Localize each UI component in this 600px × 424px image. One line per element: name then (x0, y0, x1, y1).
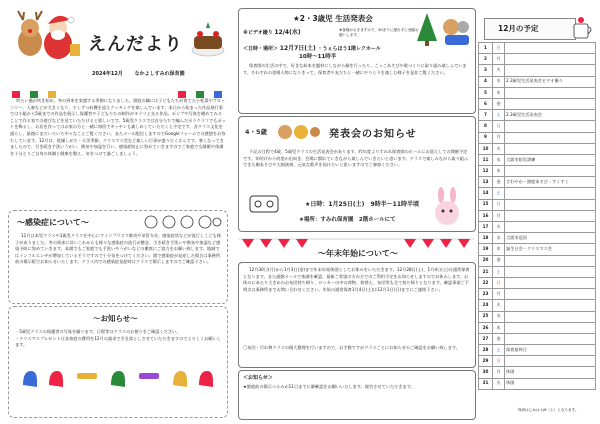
newyear-note: 〇布団・汚れ物クラスの個人整理を行いますので、お手数ですがクラスごとにお知らせのご確認をお願い致します。 (243, 345, 460, 350)
calendar-row (479, 356, 596, 367)
rehearsal-date: 12/4(水) (274, 29, 301, 36)
calendar-weekday: 日 (493, 356, 505, 367)
calendar-weekday: 水 (493, 76, 505, 87)
calendar-weekday: 水 (493, 154, 505, 165)
intro-text: 吹たい風が吹き始め、冬の到来を実感する季節になりました。園庭の隅には子どもたちが育てた小松菜やブロッコリー、人参などが大きくなり、少しずつ収穫を迎えクッキングを楽しんでいます。本日から始まった作品展行事では小組から5歳までの作品を展示し保護者や子どもたちの制作がキラリと光る作品。ポンプや写真を眺めてみることで作る家での遊びなどを見ていただけると嬉しいです。5歳児クラスでは自分たちで編んだポラクラフでもポットを飾るし、お店を作ってはお家の方と一緒に毎回でキッチンも楽しめしていただくと予定です。各クラス文化を通らし、最後にまだいろいろ中々なことご覧ください。またメール配信しますのでGoogleフォームでの感想をお待ちしています。12月は、乾燥しがち・火災季節、クリスマス会など楽しい行事が盛りだくさんです。寒くなってきましたので、引き続き手洗いうがい、換気や加湿を行い、感染症防止に努めていきますのでご家庭でも睡眠や体調を十分とりご自身の体調と健康を整え、気をつけて過ごしましょう。 (10, 98, 226, 156)
calendar-date: 29 (479, 356, 493, 367)
animal-icons (275, 121, 321, 141)
calendar-date: 4 (479, 76, 493, 87)
calendar-weekday: 水 (493, 233, 505, 244)
presentation-23-time: 10時〜11時半 (299, 54, 337, 60)
germ-icons (143, 213, 223, 231)
christmas-cake-illustration (188, 20, 228, 60)
calendar-weekday: 木 (493, 244, 505, 255)
calendar-weekday: 金 (493, 333, 505, 344)
calendar-date: 10 (479, 143, 493, 154)
calendar-weekday: 金 (493, 177, 505, 188)
newyear-text: 12月30日(月)から1月3日(金)まで年末年始休園としてお休みをいただきます。12月28日(土)、1月4日(土)は通常保育となります。また通勤メールで体調を確認、最新ご希望の方の方でのご利用予定をお知らせしますのでお休みします。お休みにあたり大きめのお布団持ち帰り、ロッカーの中の荷物、着替え、布団等も全て持ち帰りとなります。確認事項ご不明点は事務所までお問い合わせください。年始の通常保育1月4日(土)は12月1日(日)までにご連絡下さい。 (243, 267, 470, 292)
calendar-weekday: 土 (493, 110, 505, 121)
calendar-event: 休園 (505, 378, 596, 389)
time-45: 9時半〜11時半頃 (370, 201, 420, 208)
calendar-event (505, 289, 596, 300)
calendar-weekday: 月 (493, 367, 505, 378)
calendar-column (478, 4, 596, 420)
calendar-event (505, 87, 596, 98)
bunting-decoration (238, 234, 474, 246)
calendar-row (479, 378, 596, 389)
calendar-heading: 12月の予定 (498, 24, 539, 33)
notice-list (15, 329, 221, 349)
oshirase-section (238, 370, 476, 420)
calendar-row (479, 277, 596, 288)
calendar-row (479, 333, 596, 344)
rehearsal-note: ★客様がおきますので、30までに遅れずに登園お願いします。 (339, 28, 419, 38)
calendar-weekday: 木 (493, 166, 505, 177)
calendar-event (505, 132, 596, 143)
notice-item: ・5歳児クラスの保護者の写真を撮ります。日程等はクラスのお便りをご確認ください。 (15, 329, 181, 334)
calendar-event (505, 210, 596, 221)
infection-text: 11月は本児クラスや1歳児クラスを中心にマイコプラズマ肺炎や気管支炎、感染症状などが流行しこども様子がありました。冬の到来に伴いこれからも様々な感染症の流行が懸念、引き続き手洗いや換気や加湿など感染予防に努めていきます。本園でもご家庭でも手洗いやうがいなどの徹底にご協力をお願い致します。地域ではインフルエンザが増加しているそうですので十分気をつけてください。園で感染症が発症した場合は事務所前の掲示板でお知らせいたします。クラス内での感染症発症時はクラスで掲示しますのでご確認下さい。 (15, 233, 221, 265)
calendar-row (479, 87, 596, 98)
calendar-row (479, 76, 596, 87)
presentation-23-date (243, 43, 381, 52)
calendar-event: 大阪市防災訓練 (505, 154, 596, 165)
calendar-date: 18 (479, 233, 493, 244)
calendar-event (505, 356, 596, 367)
calendar-weekday: 土 (493, 266, 505, 277)
calendar-date: 15 (479, 199, 493, 210)
calendar-event (505, 300, 596, 311)
newyear-section (238, 262, 476, 368)
calendar-row (479, 154, 596, 165)
calendar-row (479, 143, 596, 154)
calendar-weekday: 月 (493, 210, 505, 221)
calendar-event (505, 98, 596, 109)
calendar-event: 2.3歳児生活発表会 (505, 110, 596, 121)
calendar-date: 7 (479, 110, 493, 121)
calendar-weekday: 金 (493, 255, 505, 266)
calendar-row (479, 121, 596, 132)
intro-paragraph (10, 98, 226, 202)
calendar-event: 保育最終日 (505, 345, 596, 356)
reindeer-santa-illustration (14, 10, 84, 62)
middle-column (238, 4, 474, 420)
presentation-45-date (305, 199, 419, 208)
calendar-row (479, 300, 596, 311)
newsletter-title: えんだより (88, 34, 183, 55)
calendar-row (479, 367, 596, 378)
calendar-event (505, 333, 596, 344)
calendar-date: 31 (479, 378, 493, 389)
calendar-date: 2 (479, 54, 493, 65)
presentation-23-text: 保育園の生活の中で、好きな絵本を題材にしながら劇を行ったり、ごっこあそびや歌づくりに取り組み楽しんでいます。それぞれの登場人物になりきって、保育者や友だちと一緒にやりとりを楽しむ様子を是非ご覧ください。 (243, 63, 467, 75)
calendar-row (479, 43, 596, 54)
calendar-row (479, 65, 596, 76)
presentation-45-body (243, 149, 471, 185)
calendar-date: 6 (479, 98, 493, 109)
calendar-date: 20 (479, 255, 493, 266)
nursery-name: なかよしすみれ保育園 (134, 71, 185, 77)
calendar-row (479, 345, 596, 356)
calendar-date: 9 (479, 132, 493, 143)
presentation-45-heading: 発表会のお知らせ (329, 129, 417, 140)
calendar-row (479, 110, 596, 121)
calendar-weekday: 日 (493, 277, 505, 288)
notice-item: ・クリスマスプレゼントは各家庭の費用を12月の請求で引き落としさせていただきますのでよろしくお願いします。 (15, 335, 221, 348)
presentation-23-section (238, 8, 476, 114)
calendar-date: 5 (479, 87, 493, 98)
date-label: ＜日時・場所＞ (243, 46, 279, 52)
calendar-date: 24 (479, 300, 493, 311)
rabbit-illustration (425, 187, 469, 227)
oshirase-heading: ＜お知らせ＞ (243, 375, 273, 381)
presentation-45-venue: ★場所：すみれ保育園 2階ホールにて (299, 217, 396, 223)
calendar-date: 25 (479, 311, 493, 322)
christmas-mug-illustration (570, 14, 596, 42)
calendar-row (479, 98, 596, 109)
calendar-row (479, 177, 596, 188)
tape-recorder-icon (249, 193, 279, 215)
infection-section (8, 210, 228, 304)
venue: ・うぇらほう1階レクホール (317, 46, 381, 52)
calendar-weekday: 水 (493, 311, 505, 322)
calendar-weekday: 火 (493, 378, 505, 389)
calendar-event (505, 266, 596, 277)
calendar-event (505, 255, 596, 266)
calendar-weekday: 火 (493, 143, 505, 154)
calendar-event (505, 311, 596, 322)
left-column (6, 4, 230, 420)
calendar-date: 19 (479, 244, 493, 255)
calendar-row (479, 266, 596, 277)
calendar-table (478, 42, 596, 390)
gift-decoration-row (10, 84, 226, 94)
calendar-date: 23 (479, 289, 493, 300)
calendar-date: 27 (479, 333, 493, 344)
calendar-row (479, 132, 596, 143)
calendar-event: 2.3歳児生活発表会ビデオ撮り (505, 76, 596, 87)
calendar-weekday: 日 (493, 121, 505, 132)
calendar-weekday: 日 (493, 199, 505, 210)
calendar-weekday: 火 (493, 65, 505, 76)
calendar-weekday: 土 (493, 188, 505, 199)
notice-heading: 〜お知らせ〜 (93, 314, 138, 323)
mittens-scarves-decoration (19, 367, 219, 389)
calendar-event (505, 54, 596, 65)
calendar-date: 13 (479, 177, 493, 188)
newyear-heading: 〜年末年始について〜 (318, 249, 398, 258)
infection-heading: 〜感染症について〜 (17, 218, 89, 227)
calendar-event (505, 277, 596, 288)
calendar-row (479, 222, 596, 233)
calendar-date: 22 (479, 277, 493, 288)
calendar-weekday: 日 (493, 43, 505, 54)
calendar-date: 28 (479, 345, 493, 356)
calendar-row (479, 54, 596, 65)
calendar-row (479, 289, 596, 300)
date-value: 12月7日(土) (279, 45, 316, 52)
calendar-row (479, 322, 596, 333)
calendar-date: 8 (479, 121, 493, 132)
notice-section (8, 306, 228, 418)
calendar-event (505, 199, 596, 210)
calendar-weekday: 金 (493, 98, 505, 109)
calendar-date: 30 (479, 367, 493, 378)
presentation-45-age: 4・5歳 (245, 128, 268, 136)
calendar-date: 26 (479, 322, 493, 333)
calendar-event (505, 65, 596, 76)
oshirase-text: ★園庭前の掲示つるみが11日までに御確認をお願いいたします。報告させていただきます。 (243, 384, 415, 389)
publication-info (92, 70, 185, 77)
calendar-weekday: 土 (493, 345, 505, 356)
calendar-event: 誕生日会・クリスマス会 (505, 244, 596, 255)
calendar-event (505, 322, 596, 333)
calendar-footer: 保育はじめは 1/6（土）となります。 (518, 408, 579, 412)
calendar-row (479, 210, 596, 221)
date-label-45: ★日時：1月25日(土) (305, 201, 365, 208)
calendar-event (505, 43, 596, 54)
calendar-date: 21 (479, 266, 493, 277)
calendar-date: 16 (479, 210, 493, 221)
infection-body (15, 233, 221, 299)
calendar-row (479, 233, 596, 244)
calendar-event: 大阪市巡回 (505, 233, 596, 244)
calendar-date: 3 (479, 65, 493, 76)
calendar-event: 休園 (505, 367, 596, 378)
calendar-event (505, 166, 596, 177)
presentation-23-heading: ★2・3歳児 生活発表会 (293, 14, 373, 23)
calendar-event (505, 121, 596, 132)
tree-illustration (415, 11, 471, 47)
calendar-weekday: 木 (493, 87, 505, 98)
calendar-weekday: 月 (493, 289, 505, 300)
calendar-event (505, 188, 596, 199)
newyear-body (243, 267, 471, 341)
calendar-row (479, 188, 596, 199)
calendar-weekday: 月 (493, 132, 505, 143)
presentation-45-section (238, 116, 476, 232)
calendar-row (479, 199, 596, 210)
calendar-weekday: 木 (493, 322, 505, 333)
calendar-weekday: 月 (493, 54, 505, 65)
calendar-date: 11 (479, 154, 493, 165)
calendar-event (505, 143, 596, 154)
calendar-weekday: 火 (493, 300, 505, 311)
rehearsal-label: ※ビデオ撮り (243, 30, 273, 36)
calendar-date: 17 (479, 222, 493, 233)
calendar-date: 14 (479, 188, 493, 199)
calendar-date: 12 (479, 166, 493, 177)
calendar-event (505, 222, 596, 233)
calendar-date: 1 (479, 43, 493, 54)
calendar-row (479, 166, 596, 177)
calendar-weekday: 火 (493, 222, 505, 233)
calendar-row (479, 255, 596, 266)
issue-month: 2024年12月 (92, 71, 123, 77)
calendar-row (479, 244, 596, 255)
presentation-23-body (243, 63, 471, 109)
presentation-45-text: 下記の日程で4歳、5歳児クラスの生活発表会があります。昨年度よりすみれ保育園のホールにお迎えしての開催予定です。年明けから何度か出向き、会場に慣れていきながら楽しんでいきたいと思います。クラスで楽しみながら取り組んできた劇あそびや大箱演奏、元気な歌声を届けたいと思いますのでご参加ください。 (243, 149, 469, 168)
calendar-event: さわやか・園庭あそび・すくすく (505, 177, 596, 188)
calendar-row (479, 311, 596, 322)
